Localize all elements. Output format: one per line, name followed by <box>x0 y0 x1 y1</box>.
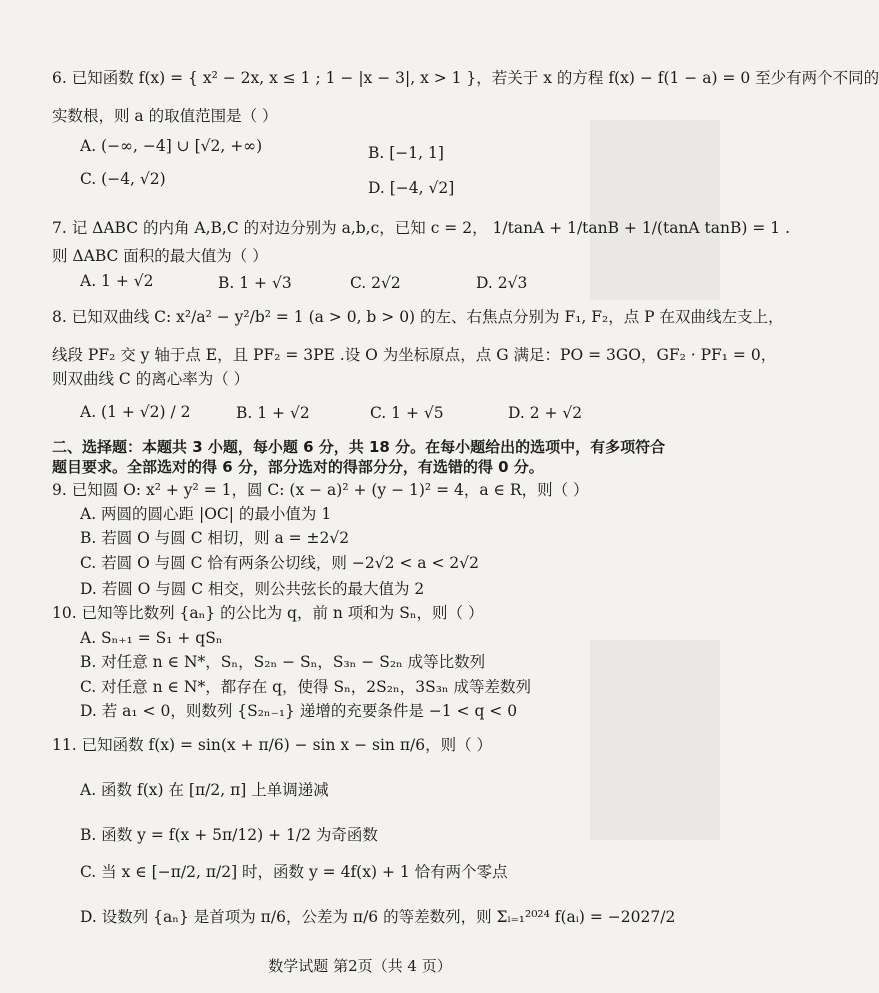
q10-option-b: B. 对任意 n ∈ N*，Sₙ，S₂ₙ − Sₙ，S₃ₙ − S₂ₙ 成等比数列 <box>80 653 486 671</box>
q11-option-c: C. 当 x ∈ [−π/2, π/2] 时，函数 y = 4f(x) + 1 恰有两个零点 <box>80 863 508 881</box>
q7-stem-line2: 则 ΔABC 面积的最大值为（ ） <box>52 247 268 265</box>
q6-option-a: A. (−∞, −4] ∪ [√2, +∞) <box>80 137 263 155</box>
q10-option-c: C. 对任意 n ∈ N*，都存在 q，使得 Sₙ，2S₂ₙ，3S₃ₙ 成等差数列 <box>80 678 532 696</box>
q9-option-d: D. 若圆 O 与圆 C 相交，则公共弦长的最大值为 2 <box>80 580 425 598</box>
q8-stem-line1: 8. 已知双曲线 C: x²/a² − y²/b² = 1 (a > 0, b > 0) 的左、右焦点分别为 F₁, F₂，点 P 在双曲线左支上， <box>52 308 784 326</box>
q7-stem-line1: 7. 记 ΔABC 的内角 A,B,C 的对边分别为 a,b,c，已知 c = 2， 1/tanA + 1/tanB + 1/(tanA tanB) = 1 . <box>52 219 790 237</box>
q8-stem-line3: 则双曲线 C 的离心率为（ ） <box>52 370 250 388</box>
q6-option-c: C. (−4, √2) <box>80 170 166 188</box>
q6-option-d: D. [−4, √2] <box>368 179 455 197</box>
q8-option-d: D. 2 + √2 <box>508 404 583 422</box>
q9-option-b: B. 若圆 O 与圆 C 相切，则 a = ±2√2 <box>80 529 350 547</box>
q6-stem-line1: 6. 已知函数 f(x) = { x² − 2x, x ≤ 1 ; 1 − |x − 3|, x > 1 }，若关于 x 的方程 f(x) − f(1 − a) = 0 至少有两个不同的 <box>52 69 879 87</box>
q10-option-a: A. Sₙ₊₁ = S₁ + qSₙ <box>80 629 223 647</box>
q7-option-d: D. 2√3 <box>476 274 528 292</box>
page-footer: 数学试题 第2页（共 4 页） <box>268 957 452 975</box>
q9-stem: 9. 已知圆 O: x² + y² = 1，圆 C: (x − a)² + (y − 1)² = 4，a ∈ R，则（ ） <box>52 481 589 499</box>
q7-option-c: C. 2√2 <box>350 274 401 292</box>
q6-stem-line2: 实数根，则 a 的取值范围是（ ） <box>52 107 278 125</box>
q8-option-a: A. (1 + √2) / 2 <box>80 403 191 421</box>
q10-option-d: D. 若 a₁ < 0，则数列 {S₂ₙ₋₁} 递增的充要条件是 −1 < q < 0 <box>80 702 518 720</box>
q7-option-b: B. 1 + √3 <box>218 274 292 292</box>
q11-option-a: A. 函数 f(x) 在 [π/2, π] 上单调递减 <box>80 781 329 799</box>
q8-option-c: C. 1 + √5 <box>370 404 444 422</box>
q11-stem: 11. 已知函数 f(x) = sin(x + π/6) − sin x − sin π/6，则（ ） <box>52 736 493 754</box>
q8-stem-line2: 线段 PF₂ 交 y 轴于点 E，且 PF₂ = 3PE .设 O 为坐标原点，点 G 满足：PO = 3GO，GF₂ · PF₁ = 0， <box>52 346 777 364</box>
q7-option-a: A. 1 + √2 <box>80 272 154 290</box>
section-two-heading-line1: 二、选择题：本题共 3 小题，每小题 6 分，共 18 分。在每小题给出的选项中，有多项符合 <box>52 438 666 456</box>
q11-option-b: B. 函数 y = f(x + 5π/12) + 1/2 为奇函数 <box>80 826 378 844</box>
q9-option-c: C. 若圆 O 与圆 C 恰有两条公切线，则 −2√2 < a < 2√2 <box>80 554 479 572</box>
q11-option-d: D. 设数列 {aₙ} 是首项为 π/6，公差为 π/6 的等差数列，则 Σᵢ₌₁²⁰²⁴ f(aᵢ) = −2027/2 <box>80 908 676 926</box>
section-two-heading-line2: 题目要求。全部选对的得 6 分，部分选对的得部分分，有选错的得 0 分。 <box>52 458 544 476</box>
q8-option-b: B. 1 + √2 <box>236 404 310 422</box>
q9-option-a: A. 两圆的圆心距 |OC| 的最小值为 1 <box>80 505 332 523</box>
q6-option-b: B. [−1, 1] <box>368 144 444 162</box>
q10-stem: 10. 已知等比数列 {aₙ} 的公比为 q，前 n 项和为 Sₙ，则（ ） <box>52 604 484 622</box>
